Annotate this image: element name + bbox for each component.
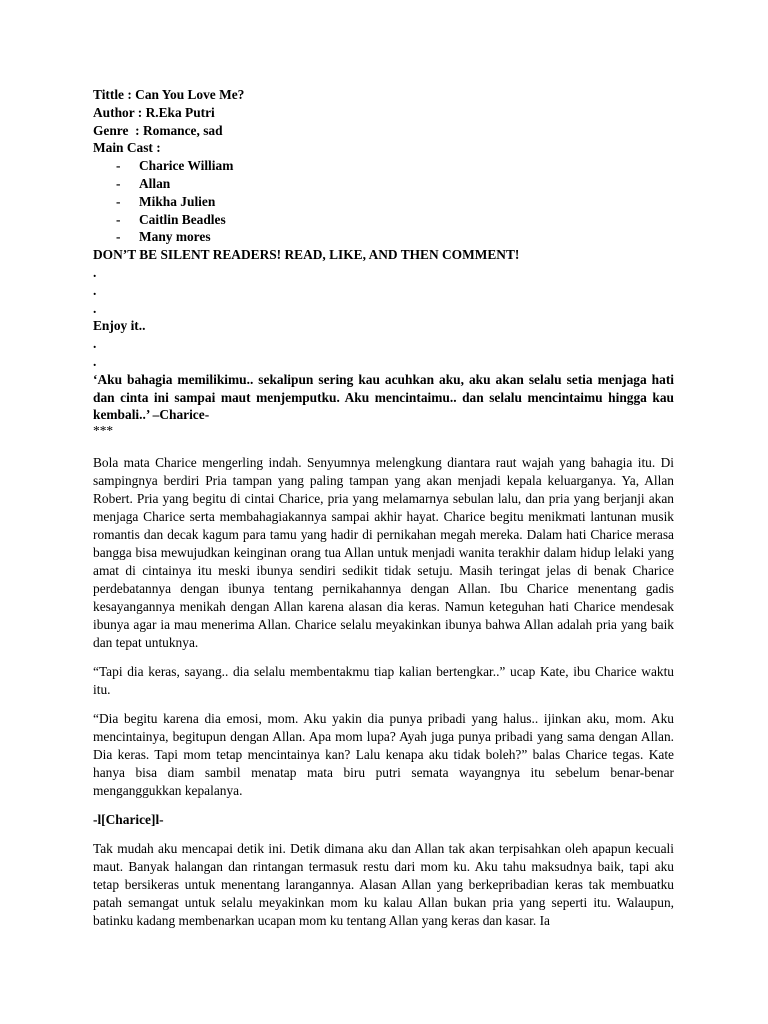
document-page bbox=[93, 86, 674, 941]
cast-name: Mikha Julien bbox=[139, 193, 216, 209]
dot-separator: . bbox=[93, 264, 97, 280]
enjoy-line: Enjoy it.. bbox=[93, 318, 146, 334]
paragraph: Bola mata Charice mengerling indah. Senyumnya melengkung diantara raut wajah yang bahagia itu. Di sampingnya berdiri Pria tampan yang paling tampan yang akan menjadi kepala keluarganya. Ya, Allan Robert. Pria yang begitu di cintai Charice, pria yang melamarnya sebulan lalu, dan pria yang berjanji akan menjaga Charice serta membahagiakannya sampai akhir hayat. Charice begitu menikmati lantunan musik romantis dan decak kagum para tamu yang hadir di pernikahan megah mereka. Dalam hati Charice merasa bangga bisa mewujudkan keinginan orang tua Allan untuk menjadi wanita terakhir dalam hidup lelaki yang amat di cintainya itu meski ibunya sendiri sedikit tidak setuju. Masih teringat jelas di benak Charice perdebatannya dengan ibunya tentang pernikahannya dengan Allan. Ibu Charice menentang gadis kesayangannya menikah dengan Allan karena alasan dia keras. Namun keteguhan hati Charice mendesak ibunya agar ia mau menerima Allan. Charice selalu meyakinkan ibunya bahwa Allan adalah pria yang baik dan tepat untuknya. bbox=[93, 455, 674, 651]
cast-bullet: - bbox=[116, 229, 121, 245]
cast-item bbox=[93, 157, 674, 175]
author-line: Author : R.Eka Putri bbox=[93, 104, 215, 120]
title-line: Tittle : Can You Love Me? bbox=[93, 87, 245, 102]
dot-separator: . bbox=[93, 300, 97, 316]
dot-separator: . bbox=[93, 353, 97, 369]
story-body bbox=[93, 454, 674, 930]
dot-separator: . bbox=[93, 336, 97, 352]
cast-bullet: - bbox=[116, 175, 121, 191]
dot-separator: . bbox=[93, 282, 97, 298]
cast-name: Allan bbox=[139, 175, 171, 191]
cast-list bbox=[93, 157, 674, 246]
opening-quote: ‘Aku bahagia memilikimu.. sekalipun sering kau acuhkan aku, aku akan selalu setia menjaga hati dan cinta ini sampai maut menjemputku. Aku mencintaimu.. dan selalu mencintaimu hingga kau kembali..’ –Charice- bbox=[93, 371, 674, 423]
cast-bullet: - bbox=[116, 211, 121, 227]
paragraph: Tak mudah aku mencapai detik ini. Detik dimana aku dan Allan tak akan terpisahkan oleh apapun kecuali maut. Banyak halangan dan rintangan termasuk restu dari mom ku. Aku tahu maksudnya baik, tapi aku tetap bersikeras untuk menentang larangannya. Alasan Allan yang berkepribadian keras tak membuatku patah semangat untuk selalu meyakinkan mom ku kalau Allan bukan pria yang seperti itu. Walaupun, batinku kadang membenarkan ucapan mom ku tentang Allan yang keras dan kasar. Ia bbox=[93, 841, 674, 929]
cast-bullet: - bbox=[116, 158, 121, 174]
genre-line: Genre : Romance, sad bbox=[93, 122, 223, 138]
cast-item bbox=[93, 228, 674, 246]
call-to-action: DON’T BE SILENT READERS! READ, LIKE, AND THEN COMMENT! bbox=[93, 247, 520, 263]
cast-name: Caitlin Beadles bbox=[139, 211, 226, 227]
cast-name: Charice William bbox=[139, 158, 234, 174]
cast-name: Many mores bbox=[139, 229, 211, 245]
story-header bbox=[93, 86, 674, 371]
cast-item bbox=[93, 193, 674, 211]
paragraph: “Tapi dia keras, sayang.. dia selalu membentakmu tiap kalian bertengkar..” ucap Kate, ibu Charice waktu itu. bbox=[93, 664, 674, 698]
scene-separator: *** bbox=[93, 423, 114, 439]
cast-item bbox=[93, 175, 674, 193]
paragraph: “Dia begitu karena dia emosi, mom. Aku yakin dia punya pribadi yang halus.. ijinkan aku, mom. Aku mencintainya, begitupun dengan Allan. Apa mom lupa? Ayah juga punya pribadi yang sama dengan Allan. Dia keras. Tapi mom tetap mencintainya kan? Lalu kenapa aku tidak boleh?” balas Charice tegas. Kate hanya bisa diam sambil menatap mata biru putri semata wayangnya itu sebelum benar-benar menganggukkan kepalanya. bbox=[93, 711, 674, 799]
cast-heading: Main Cast : bbox=[93, 140, 161, 156]
section-marker: -l[Charice]l- bbox=[93, 812, 164, 828]
cast-item bbox=[93, 211, 674, 229]
cast-bullet: - bbox=[116, 193, 121, 209]
